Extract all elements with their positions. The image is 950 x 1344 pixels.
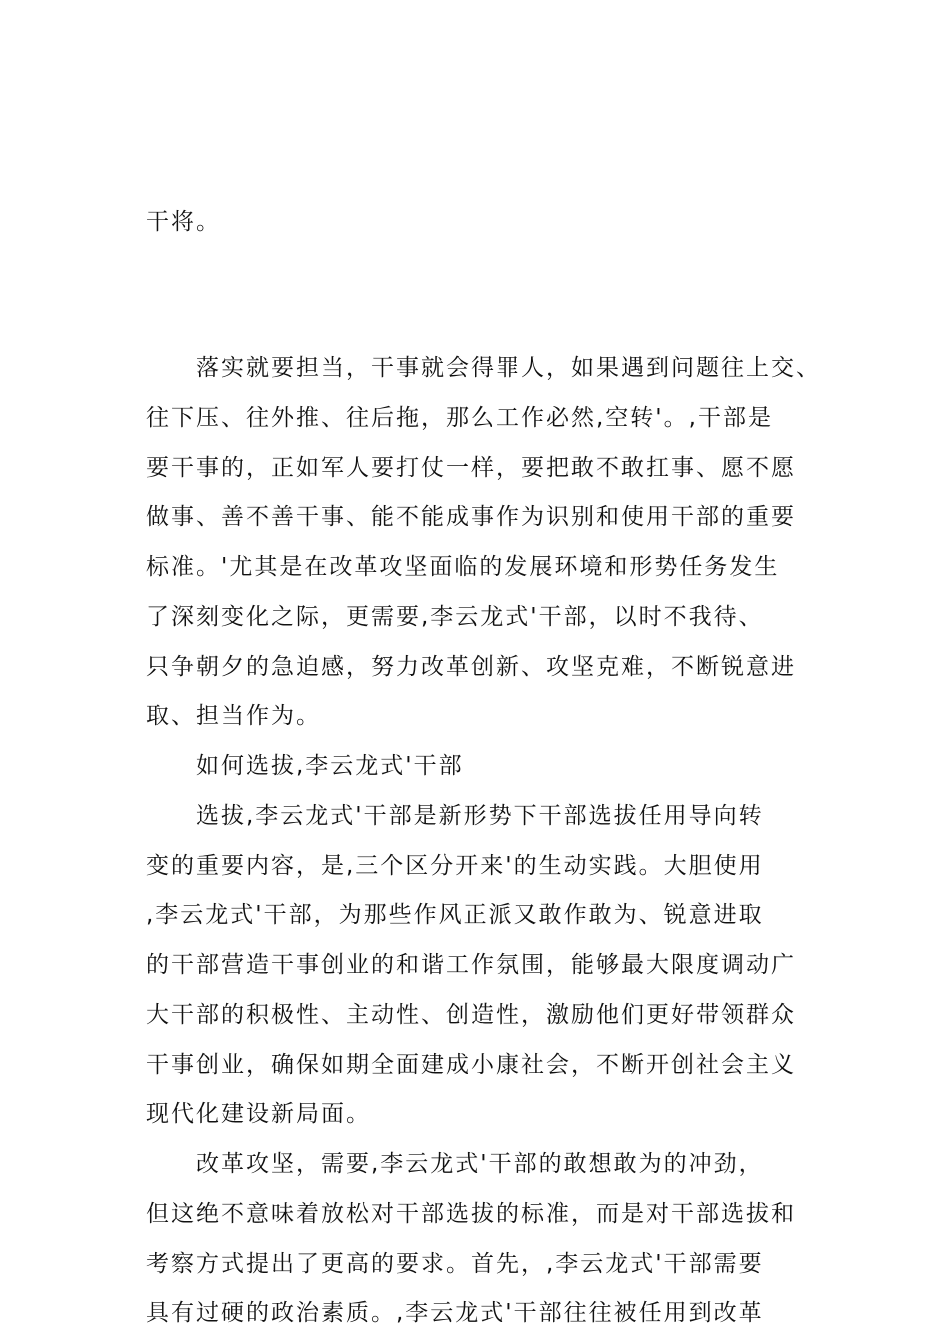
text-line-8: 只争朝夕的急迫感，努力改革创新、攻坚克难，不断锐意进 xyxy=(146,654,796,680)
text-line-18: 改革攻坚，需要,李云龙式'干部的敢想敢为的冲劲， xyxy=(196,1151,764,1177)
text-line-20: 考察方式提出了更高的要求。首先，,李云龙式'干部需要 xyxy=(146,1251,764,1277)
text-line-15: 大干部的积极性、主动性、创造性，激励他们更好带领群众 xyxy=(146,1002,796,1028)
text-line-21: 具有过硬的政治素质。,李云龙式'干部往往被任用到改革 xyxy=(146,1300,764,1326)
text-line-19: 但这绝不意味着放松对干部选拔的标准，而是对干部选拔和 xyxy=(146,1201,796,1227)
text-line-13: ,李云龙式'干部，为那些作风正派又敢作敢为、锐意进取 xyxy=(146,902,764,928)
text-line-6: 标准。'尤其是在改革攻坚面临的发展环境和形势任务发生 xyxy=(146,554,780,580)
text-line-12: 变的重要内容，是,三个区分开来'的生动实践。大胆使用 xyxy=(146,853,764,879)
text-line-1: 干将。 xyxy=(146,209,221,235)
text-line-14: 的干部营造干事创业的和谐工作氛围，能够最大限度调动广 xyxy=(146,952,796,978)
text-line-5: 做事、善不善干事、能不能成事作为识别和使用干部的重要 xyxy=(146,504,796,530)
section-heading: 如何选拔,李云龙式'干部 xyxy=(196,753,464,779)
text-line-2: 落实就要担当，干事就会得罪人，如果遇到问题往上交、 xyxy=(196,355,821,381)
text-line-11: 选拔,李云龙式'干部是新形势下干部选拔任用导向转 xyxy=(196,803,764,829)
text-line-16: 干事创业，确保如期全面建成小康社会，不断开创社会主义 xyxy=(146,1052,796,1078)
text-line-4: 要干事的，正如军人要打仗一样，要把敢不敢扛事、愿不愿 xyxy=(146,455,796,481)
text-line-3: 往下压、往外推、往后拖，那么工作必然,空转'。,干部是 xyxy=(146,405,773,431)
text-line-9: 取、担当作为。 xyxy=(146,703,321,729)
text-line-7: 了深刻变化之际，更需要,李云龙式'干部，以时不我待、 xyxy=(146,604,764,630)
text-line-17: 现代化建设新局面。 xyxy=(146,1101,371,1127)
